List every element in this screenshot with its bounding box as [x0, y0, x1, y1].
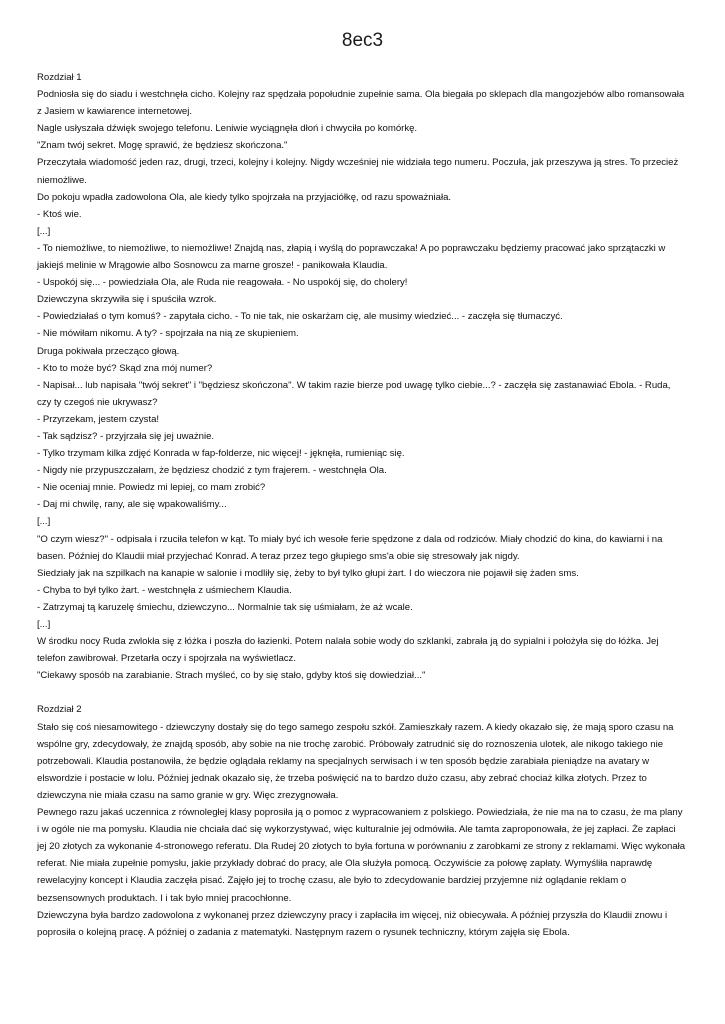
paragraph: Nagle usłyszała dźwięk swojego telefonu. Leniwie wyciągnęła dłoń i chwyciła po komórkę. [37, 123, 418, 135]
paragraph: - Daj mi chwilę, rany, ale się wpakowaliśmy... [37, 499, 227, 511]
paragraph: - Nie oceniaj mnie. Powiedz mi lepiej, co mam zrobić? [37, 482, 266, 494]
paragraph: Siedziały jak na szpilkach na kanapie w salonie i modliły się, żeby to był tylko głupi żart. I do wieczora nie pojawił się żaden sms. [37, 567, 579, 579]
paragraph: - Tylko trzymam kilka zdjęć Konrada w fap-folderze, nic więcej! - jęknęła, rumieniąc się. [37, 448, 405, 460]
paragraph: - Uspokój się... - powiedziała Ola, ale Ruda nie reagowała. - No uspokój się, do cholery! [37, 277, 408, 289]
paragraph: Druga pokiwała przecząco głową. [37, 345, 180, 357]
paragraph: - Przyrzekam, jestem czysta! [37, 413, 160, 425]
paragraph: Pewnego razu jakaś uczennica z równoległej klasy poprosiła ją o pomoc z wypracowaniem z polskiego. Powiedziała, że nie ma na to czasu, że ma plany i w ogóle nie ma pomysłu. Klaudia nie chciała dać się wykorzystywać, więc kulturalnie jej odmówiła. Ale tamta zaproponowała, że jej zapłaci. Że zapłaci jej 20 złotych za wykonanie 4-stronowego referatu. Dla Rudej 20 złotych to była fortuna w porównaniu z zarobkami ze strony z reklamami. Więc wykonała referat. Nie miała zupełnie pomysłu, jakie przykłady dobrać do pracy, ale Ola służyła pomocą. Oczywiście za połowę zapłaty. Wymyśliła naprawdę rewelacyjny koncept i Klaudia zaczęła pisać. Zajęło jej to trochę czasu, ale było to zdecydowanie bardziej przyjemne niż oglądanie reklam o bezsensownych produktach. I i tak było mniej pracochłonne. [37, 807, 686, 904]
paragraph: Przeczytała wiadomość jeden raz, drugi, trzeci, kolejny i kolejny. Nigdy wcześniej nie widziała tego numeru. Poczuła, jak przeszywa ją stres. To przecież niemożliwe. [37, 157, 679, 186]
paragraph: W środku nocy Ruda zwlokła się z łóżka i poszła do łazienki. Potem nalała sobie wody do szklanki, zabrała ją do sypialni i położyła się do łóżka. Jej telefon zawibrował. Przetarła oczy i spojrzała na wyświetlacz. [37, 636, 659, 665]
paragraph: - Ktoś wie. [37, 208, 82, 220]
document-body [37, 69, 687, 941]
paragraph: - Zatrzymaj tą karuzelę śmiechu, dziewczyno... Normalnie tak się uśmiałam, że aż wcale. [37, 601, 413, 613]
scene-break: [...] [37, 225, 51, 237]
paragraph: Dziewczyna była bardzo zadowolona z wykonanej przez dziewczyny pracy i zapłaciła im więcej, niż obiecywała. A później przyszła do Klaudii znowu i poprosiła o kolejną pracę. A później o zadania z matematyki. Następnym razem o rysunek techniczny, którym zajęła się Ebola. [37, 909, 668, 938]
paragraph: "Ciekawy sposób na zarabianie. Strach myśleć, co by się stało, gdyby ktoś się dowiedział..." [37, 670, 426, 682]
paragraph: - Napisał... lub napisała "twój sekret" i "będziesz skończona". W takim razie bierze pod uwagę tylko ciebie...? - zaczęła się zastanawiać Ebola. - Ruda, czy ty czegoś nie ukrywasz? [37, 379, 671, 408]
paragraph: - Chyba to był tylko żart. - westchnęła z uśmiechem Klaudia. [37, 584, 292, 596]
paragraph: Stało się coś niesamowitego - dziewczyny dostały się do tego samego zespołu szkół. Zamieszkały razem. A kiedy okazało się, że mają sporo czasu na wspólne gry, zdecydowały, że znajdą sposób, aby sobie na nie trochę zarobić. Próbowały zatrudnić się do roznoszenia ulotek, ale nikogo takiego nie potrzebowali. Klaudia postanowiła, że będzie oglądała reklamy na specjalnych serwisach i w ten sposób będzie zarabiała pieniądze na avatary w elswordzie i postacie w lolu. Później jednak okazało się, że trzeba poświęcić na to bardzo dużo czasu, aby zebrać chociaż kilka złotych. Przez to dziewczyna nie miała czasu na samo granie w gry. Więc zrezygnowała. [37, 721, 674, 801]
paragraph: Do pokoju wpadła zadowolona Ola, ale kiedy tylko spojrzała na przyjaciółkę, od razu spoważniała. [37, 191, 452, 203]
paragraph: - Nie mówiłam nikomu. A ty? - spojrzała na nią ze skupieniem. [37, 328, 299, 340]
chapter-1-heading: Rozdział 1 [37, 72, 82, 83]
document-title: 8ec3 [341, 30, 384, 51]
scene-break: [...] [37, 619, 51, 630]
chapter-2-heading: Rozdział 2 [37, 704, 82, 716]
paragraph: - Powiedziałaś o tym komuś? - zapytała cicho. - To nie tak, nie oskarżam cię, ale musimy wiedzieć... - zaczęła się tłumaczyć. [37, 311, 563, 323]
paragraph: "Znam twój sekret. Mogę sprawić, że będziesz skończona." [37, 140, 288, 152]
scene-break: [...] [37, 516, 51, 528]
paragraph: - Kto to może być? Skąd zna mój numer? [37, 362, 213, 374]
paragraph: - Tak sądzisz? - przyjrzała się jej uważnie. [37, 430, 215, 442]
paragraph: - To niemożliwe, to niemożliwe, to niemożliwe! Znajdą nas, złapią i wyślą do poprawczaka! A po poprawczaku będziemy pracować jako sprzątaczki w jakiejś melinie w Mrągowie albo Sosnowcu za marne grosze! - panikowała Klaudia. [37, 242, 666, 272]
chapter-spacer [37, 684, 687, 701]
paragraph: "O czym wiesz?" - odpisała i rzuciła telefon w kąt. To miały być ich wesołe ferie spędzone z dala od rodziców. Miały chodzić do kina, do kawiarni i na basen. Później do Klaudii miał przyjechać Konrad. A teraz przez tego głupiego sms'a obie się stresowały jak nigdy. [37, 533, 663, 562]
paragraph: Dziewczyna skrzywiła się i spuściła wzrok. [37, 294, 217, 306]
paragraph: Podniosła się do siadu i westchnęła cicho. Kolejny raz spędzała popołudnie zupełnie sama. Ola biegała po sklepach dla mangozjebów albo romansowała z Jasiem w kawiarence internetowej. [37, 89, 685, 118]
paragraph: - Nigdy nie przypuszczałam, że będziesz chodzić z tym frajerem. - westchnęła Ola. [37, 465, 387, 477]
